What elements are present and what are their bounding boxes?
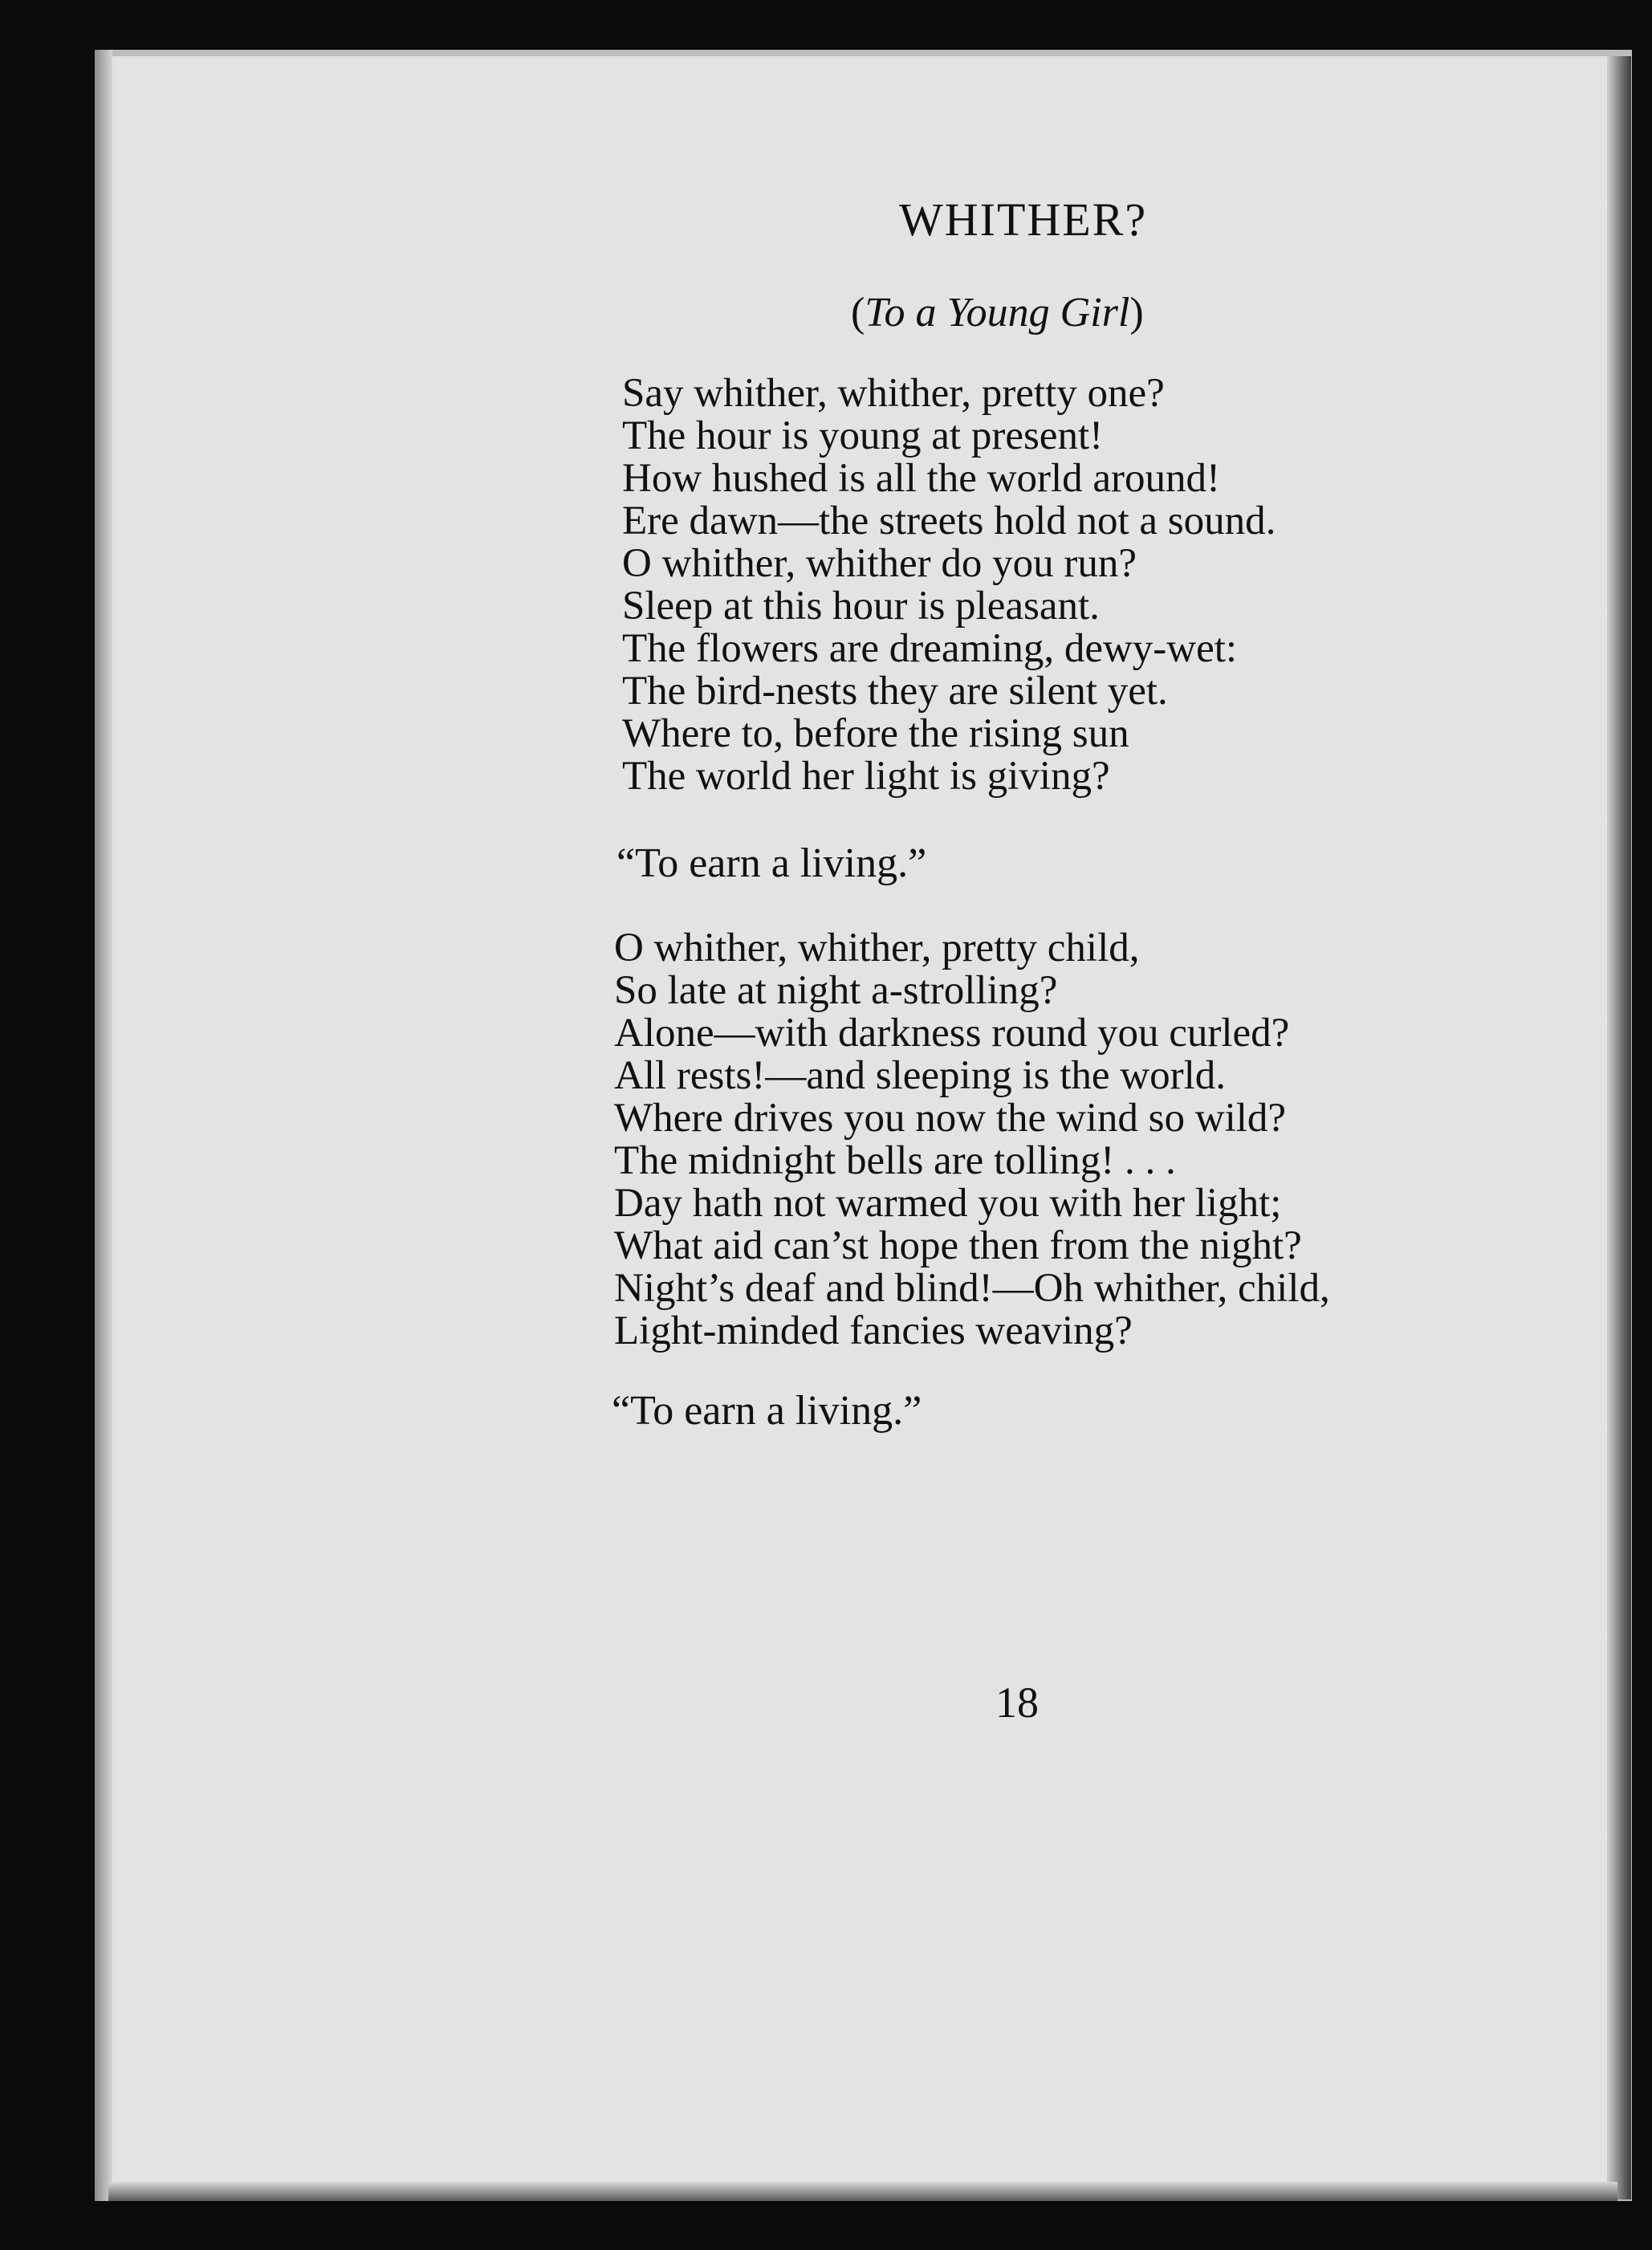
poem-line: Night’s deaf and blind!—Oh whither, child, [614, 1266, 1330, 1311]
poem-line: O whither, whither do you run? [622, 541, 1137, 586]
poem-line: Where to, before the rising sun [622, 711, 1129, 756]
poem-line: The flowers are dreaming, dewy-wet: [622, 626, 1238, 671]
poem-line: So late at night a-strolling? [614, 968, 1058, 1013]
stanza-2 [614, 927, 1330, 1353]
subtitle-open-paren: ( [851, 290, 865, 336]
refrain-2: “To earn a living.” [612, 1388, 922, 1434]
poem-line: Sleep at this hour is pleasant. [622, 584, 1100, 629]
page-number: 18 [995, 1678, 1039, 1727]
poem-line: All rests!—and sleeping is the world. [614, 1053, 1227, 1098]
poem-line: Light-minded fancies weaving? [614, 1308, 1133, 1353]
poem-line: The midnight bells are tolling! . . . [614, 1138, 1176, 1183]
subtitle-close-paren: ) [1129, 290, 1144, 336]
poem-line: The hour is young at present! [622, 413, 1104, 458]
poem-line: Say whither, whither, pretty one? [622, 371, 1165, 416]
poem-title: WHITHER? [899, 193, 1148, 246]
poem-subtitle [851, 289, 1144, 336]
poem-line: Ere dawn—the streets hold not a sound. [622, 498, 1276, 543]
poem-line: The bird-nests they are silent yet. [622, 669, 1168, 714]
poem-line: What aid can’st hope then from the night? [614, 1223, 1302, 1268]
poem-line: Alone—with darkness round you curled? [614, 1011, 1290, 1056]
poem-line: Day hath not warmed you with her light; [614, 1181, 1282, 1226]
subtitle-text: To a Young Girl [865, 290, 1130, 336]
poem-line: O whither, whither, pretty child, [614, 926, 1140, 970]
stanza-1 [622, 372, 1276, 798]
refrain-1: “To earn a living.” [616, 840, 927, 886]
poem-line: Where drives you now the wind so wild? [614, 1096, 1287, 1141]
poem-line: How hushed is all the world around! [622, 456, 1221, 501]
poem-line: The world her light is giving? [622, 754, 1110, 799]
